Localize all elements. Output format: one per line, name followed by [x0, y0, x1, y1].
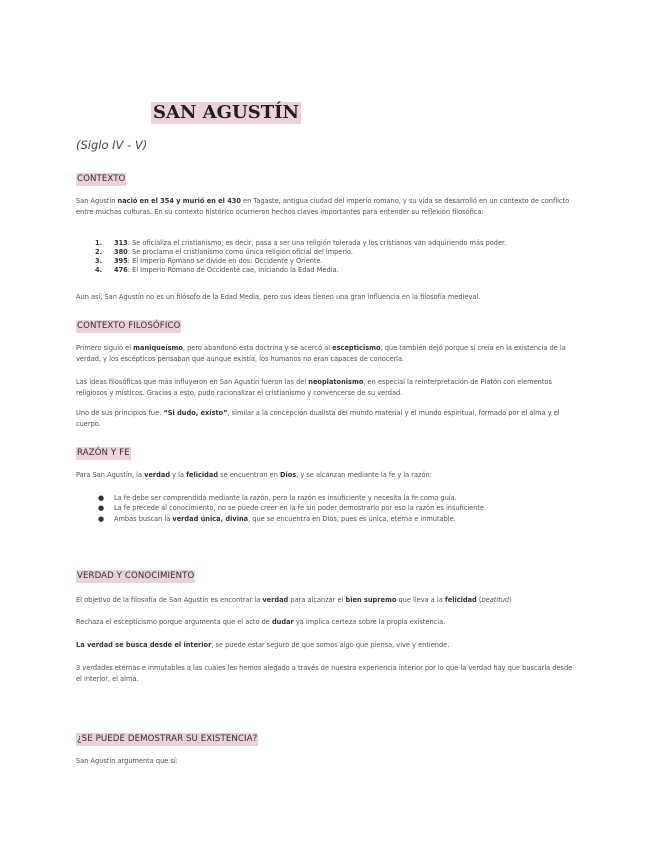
bullet-icon: ● — [98, 514, 105, 523]
razon-fe-bullet-list — [76, 494, 576, 525]
section-heading-verdad-conocimiento: VERDAD Y CONOCIMIENTO — [77, 571, 195, 581]
list-item: 3. 395: El Imperio Romano se divide en dos: Occidente y Oriente. — [95, 256, 323, 265]
verdad-paragraph-1: El objetivo de la filosofía de San Agustín es encontrar la verdad para alcanzar el bien supremo que lleva a la felicidad (beatitud) — [76, 596, 512, 604]
list-item: 1. 313: Se oficializa el cristianismo, es decir, pasa a ser una religión tolerada y los cristianos van adquiriendo más poder. — [95, 239, 507, 247]
verdad-paragraph-2: Rechaza el escepticismo porque argumenta que el acto de dudar ya implica certeza sobre la propia existencia. — [76, 618, 446, 626]
list-item: ● La fe debe ser comprendida mediante la razón, pero la razón es insuficiente y necesita la fe como guía. — [98, 494, 457, 502]
bullet-icon: ● — [98, 504, 105, 513]
bullet-icon: ● — [98, 494, 105, 502]
contexto-closing-paragraph: Aun así, San Agustín no es un filósofo de la Edad Media, pero sus ideas tienen una gran influencia en la filosofía medieval. — [76, 293, 481, 301]
contexto-intro-paragraph: San Agustín nació en el 354 y murió en el 430 en Tagaste, antigua ciudad del imperio romano, y su vida se desarrolló en un contexto de conflicto entre muchas culturas. En su contexto histórico ocurrieron hechos claves importantes para entender su reflexión filosófica: — [76, 197, 570, 216]
contexto-filosofico-paragraph-1: Primero siguió el maniqueísmo, pero abandonó esta doctrina y se acercó al escepticismo, que también dejó porque sí creía en la existencia de la verdad, y los escépticos pensaban que aunque existía, los humanos no eran capaces de conocerla. — [76, 344, 566, 363]
list-item: 4. 476: El Imperio Romano de Occidente cae, iniciando la Edad Media. — [95, 265, 339, 274]
existencia-intro-paragraph: San Agustín argumenta que sí: — [76, 757, 178, 765]
historical-events-list — [76, 239, 576, 275]
list-item: ● Ambas buscan la verdad única, divina, que se encuentra en Dios, pues es única, eterna e inmutable. — [98, 514, 456, 523]
section-heading-razon-fe: RAZÓN Y FE — [77, 448, 130, 458]
contexto-filosofico-paragraph-3: Uno de sus principios fue: “Si dudo, existo”, similar a la concepción dualista del mundo material y el mundo espiritual, formado por el alma y el cuerpo. — [76, 409, 560, 428]
document-title: SAN AGUSTÍN — [153, 102, 299, 123]
verdad-paragraph-3: La verdad se busca desde el interior, se puede estar seguro de que somos algo que piensa, vive y entiende. — [76, 641, 450, 649]
contexto-filosofico-paragraph-2: Las ideas filosóficas que más influyeron en San Agustín fueron las del neoplatonismo, en especial la reinterpretación de Platón con elementos religiosos y místicos. Gracias a esto, pudo racionalizar el cristianismo y convencerse de su verdad. — [76, 378, 552, 397]
list-item: ● La fe precede al conocimiento, no se puede creer en la fe sin poder demostrarlo por eso la razón es insuficiente. — [98, 504, 487, 513]
razon-fe-intro-paragraph: Para San Agustín, la verdad y la felicidad se encuentran en Dios, y se alcanzan mediante la fe y la razón: — [76, 471, 432, 479]
section-heading-contexto-filosofico: CONTEXTO FILOSÓFICO — [77, 321, 181, 331]
section-heading-contexto: CONTEXTO — [77, 174, 126, 184]
verdad-paragraph-4: 3 verdades eternas e inmutables a las cuales les hemos alegado a través de nuestra experiencia interior por lo que la verdad hay que buscarla desde el interior, el alma. — [76, 664, 573, 683]
list-item: 2. 380: Se proclama el cristianismo como única religión oficial del imperio. — [95, 247, 353, 256]
section-heading-existencia: ¿SE PUEDE DEMOSTRAR SU EXISTENCIA? — [77, 734, 258, 744]
document-subtitle: (Siglo IV - V) — [76, 138, 148, 152]
